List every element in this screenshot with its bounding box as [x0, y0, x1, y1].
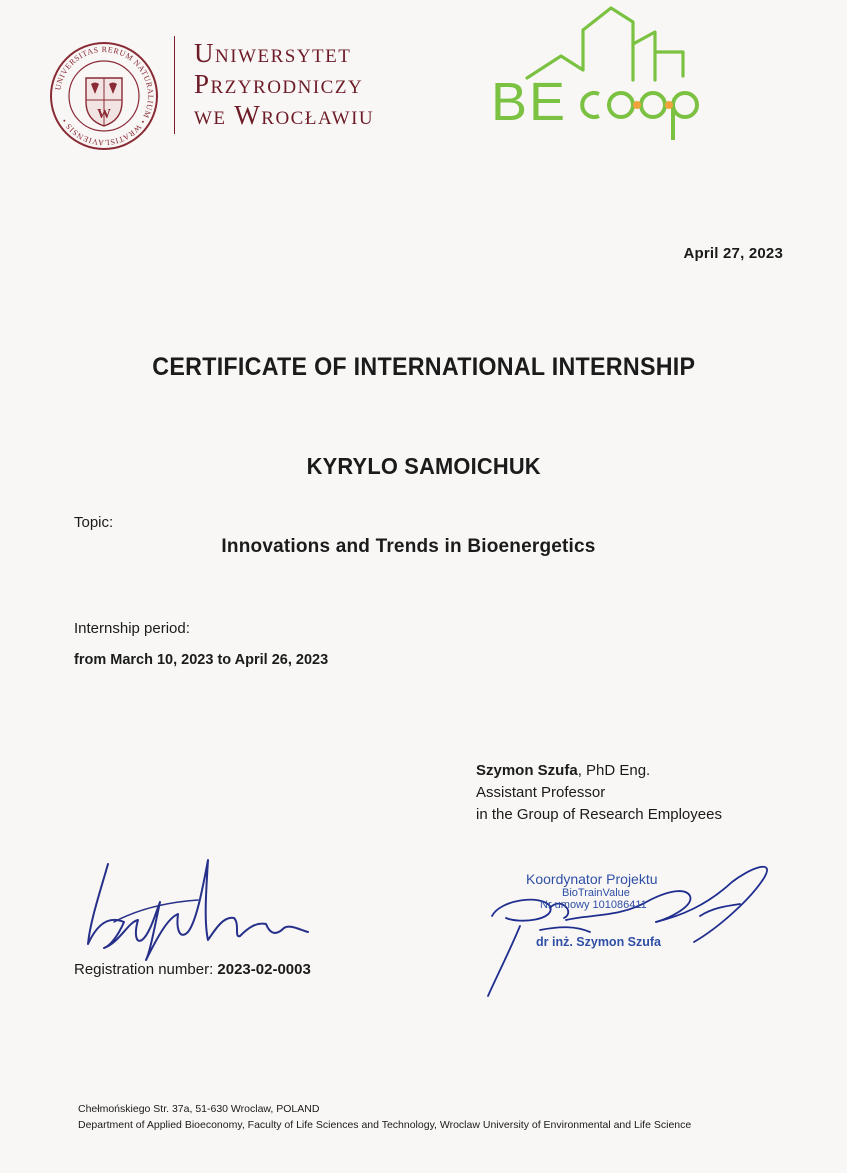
topic-label: Topic:: [74, 514, 114, 531]
stamp-line: BioTrainValue: [562, 887, 630, 899]
university-name: [194, 38, 374, 131]
period-label: Internship period:: [74, 620, 190, 637]
svg-text:BE: BE: [491, 72, 568, 132]
stamp-line: Koordynator Projektu: [526, 871, 658, 887]
signer-group: in the Group of Research Employees: [476, 806, 722, 823]
svg-text:UNIVERSITAS RERUM NATURALIUM •: UNIVERSITAS RERUM NATURALIUM • WRATISLAVIENSIS •: [53, 44, 156, 148]
header-divider: [174, 36, 175, 134]
stamp-line: Nr umowy 101086411: [540, 899, 647, 911]
registration-number: 2023-02-0003: [217, 961, 311, 978]
signer-position: Assistant Professor: [476, 784, 606, 801]
becoop-logo-icon: [487, 4, 723, 144]
footer: [78, 1101, 691, 1133]
stamp-line: dr inż. Szymon Szufa: [536, 935, 662, 949]
signer-suffix: , PhD Eng.: [577, 762, 651, 779]
footer-department: Department of Applied Bioeconomy, Faculty of Life Sciences and Technology, Wroclaw University of Environmental and Life Science: [78, 1119, 692, 1131]
period-value: from March 10, 2023 to April 26, 2023: [74, 652, 329, 668]
svg-text:W: W: [97, 107, 111, 122]
registration-label: Registration number:: [74, 961, 218, 978]
issue-date: April 27, 2023: [683, 245, 783, 262]
left-signature-icon: [80, 852, 320, 962]
university-name-line: Przyrodniczy: [194, 69, 364, 99]
university-name-line: we Wrocławiu: [194, 100, 375, 130]
university-name-line: Uniwersytet: [194, 38, 352, 68]
university-seal-icon: [48, 40, 160, 152]
signer-name-line: [476, 760, 722, 782]
certificate-title: CERTIFICATE OF INTERNATIONAL INTERNSHIP: [152, 353, 696, 381]
signer-name: Szymon Szufa: [476, 762, 578, 779]
footer-address: Chełmońskiego Str. 37a, 51-630 Wroclaw, POLAND: [78, 1103, 320, 1115]
signer-block: [476, 760, 722, 826]
topic-value: Innovations and Trends in Bioenergetics: [221, 536, 596, 557]
recipient-name: KYRYLO SAMOICHUK: [306, 453, 541, 479]
registration-line: [74, 961, 311, 978]
